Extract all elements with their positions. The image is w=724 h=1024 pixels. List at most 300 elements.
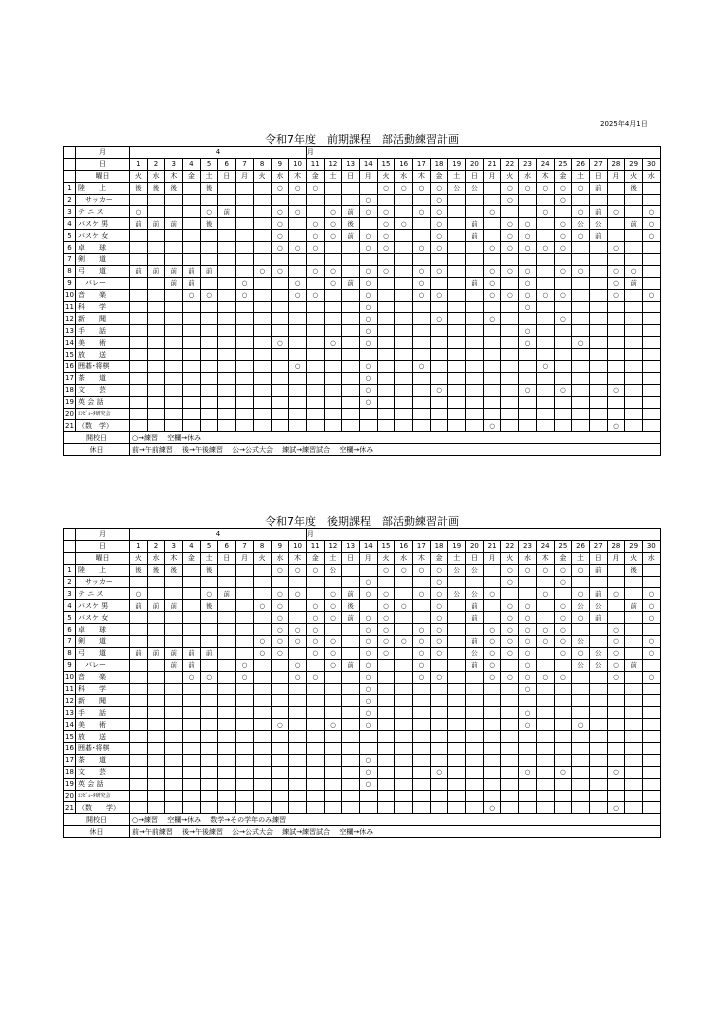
schedule-cell xyxy=(253,396,271,408)
schedule-cell: ○ xyxy=(483,624,501,636)
schedule-cell xyxy=(324,349,342,361)
schedule-cell: ○ xyxy=(519,624,537,636)
schedule-cell: ○ xyxy=(359,277,377,289)
club-name: 文 芸 xyxy=(76,384,130,396)
schedule-cell xyxy=(466,790,484,802)
schedule-cell: ○ xyxy=(271,624,289,636)
schedule-cell xyxy=(218,396,236,408)
schedule-cell xyxy=(554,420,572,432)
schedule-cell xyxy=(253,337,271,349)
weekday-cell: 木 xyxy=(289,170,307,182)
schedule-cell: ○ xyxy=(519,265,537,277)
schedule-cell: ○ xyxy=(289,564,307,576)
club-number: 19 xyxy=(65,398,74,407)
month-suffix: 月 xyxy=(306,147,660,159)
schedule-cell xyxy=(430,349,448,361)
weekday-cell: 水 xyxy=(271,552,289,564)
schedule-cell xyxy=(130,707,148,719)
schedule-cell: 前 xyxy=(165,600,183,612)
weekday-cell: 日 xyxy=(466,552,484,564)
schedule-cell xyxy=(536,731,554,743)
schedule-cell xyxy=(519,313,537,325)
schedule-cell xyxy=(395,754,413,766)
club-row xyxy=(64,206,661,218)
schedule-cell xyxy=(236,420,254,432)
schedule-cell xyxy=(253,564,271,576)
weekday-cell: 金 xyxy=(554,170,572,182)
schedule-cell xyxy=(395,301,413,313)
weekday-cell: 金 xyxy=(430,552,448,564)
schedule-cell: ○ xyxy=(359,612,377,624)
schedule-cell xyxy=(589,372,607,384)
schedule-cell xyxy=(554,790,572,802)
club-row xyxy=(64,182,661,194)
schedule-cell: ○ xyxy=(536,242,554,254)
schedule-cell: ○ xyxy=(413,361,431,373)
schedule-cell: ○ xyxy=(377,636,395,648)
schedule-cell xyxy=(342,731,360,743)
schedule-cell xyxy=(501,659,519,671)
day-number: 24 xyxy=(536,158,554,170)
schedule-cell xyxy=(289,384,307,396)
schedule-cell xyxy=(183,254,201,266)
schedule-cell xyxy=(554,206,572,218)
schedule-cell xyxy=(218,659,236,671)
schedule-cell xyxy=(289,420,307,432)
schedule-cell xyxy=(589,683,607,695)
schedule-cell xyxy=(271,313,289,325)
schedule-cell xyxy=(147,372,165,384)
weekday-cell: 土 xyxy=(200,552,218,564)
schedule-cell xyxy=(183,600,201,612)
schedule-cell xyxy=(130,230,148,242)
schedule-cell xyxy=(130,349,148,361)
schedule-cell xyxy=(589,349,607,361)
schedule-cell xyxy=(377,349,395,361)
schedule-cell xyxy=(448,802,466,814)
schedule-cell: ○ xyxy=(519,612,537,624)
schedule-cell xyxy=(271,254,289,266)
schedule-cell xyxy=(501,695,519,707)
schedule-cell: ○ xyxy=(519,647,537,659)
club-name: 陸 上 xyxy=(76,182,130,194)
schedule-cell xyxy=(483,707,501,719)
weekday-cell: 土 xyxy=(448,552,466,564)
schedule-cell xyxy=(519,743,537,755)
schedule-cell xyxy=(413,408,431,420)
schedule-cell xyxy=(306,277,324,289)
club-number: 17 xyxy=(65,374,74,383)
schedule-cell xyxy=(359,564,377,576)
day-number: 10 xyxy=(289,158,307,170)
schedule-cell xyxy=(200,361,218,373)
schedule-cell xyxy=(324,194,342,206)
schedule-cell xyxy=(589,743,607,755)
schedule-cell xyxy=(413,218,431,230)
schedule-cell xyxy=(395,206,413,218)
schedule-cell xyxy=(501,420,519,432)
schedule-cell xyxy=(572,349,590,361)
schedule-cell xyxy=(147,624,165,636)
schedule-cell xyxy=(289,194,307,206)
schedule-cell xyxy=(554,707,572,719)
schedule-cell: ○ xyxy=(430,265,448,277)
schedule-cell xyxy=(448,743,466,755)
club-row xyxy=(64,242,661,254)
schedule-cell xyxy=(183,636,201,648)
club-name: 卓 球 xyxy=(76,242,130,254)
schedule-cell xyxy=(342,420,360,432)
club-number: 18 xyxy=(65,386,74,395)
club-number: 6 xyxy=(64,242,76,254)
schedule-cell: 前 xyxy=(589,206,607,218)
schedule-cell: ○ xyxy=(359,636,377,648)
schedule-cell xyxy=(519,754,537,766)
schedule-cell xyxy=(554,325,572,337)
schedule-cell: 公 xyxy=(572,659,590,671)
schedule-cell: ○ xyxy=(359,766,377,778)
schedule-cell: ○ xyxy=(430,384,448,396)
schedule-cell xyxy=(448,683,466,695)
schedule-cell xyxy=(342,683,360,695)
schedule-cell xyxy=(501,372,519,384)
schedule-cell xyxy=(289,707,307,719)
weekday-cell: 水 xyxy=(147,552,165,564)
schedule-cell xyxy=(200,778,218,790)
day-number: 30 xyxy=(642,158,660,170)
schedule-cell xyxy=(200,194,218,206)
schedule-cell xyxy=(413,754,431,766)
schedule-cell xyxy=(324,802,342,814)
schedule-cell xyxy=(236,624,254,636)
schedule-cell: ○ xyxy=(536,289,554,301)
club-number: 21 xyxy=(65,421,74,430)
weekday-cell: 水 xyxy=(519,170,537,182)
schedule-cell: 後 xyxy=(625,182,643,194)
schedule-cell xyxy=(554,408,572,420)
schedule-cell xyxy=(607,313,625,325)
schedule-cell xyxy=(589,754,607,766)
club-row xyxy=(64,636,661,648)
schedule-cell xyxy=(395,719,413,731)
schedule-cell xyxy=(413,325,431,337)
schedule-cell xyxy=(130,396,148,408)
weekday-cell: 水 xyxy=(642,170,660,182)
club-number: 1 xyxy=(64,182,76,194)
schedule-cell xyxy=(324,396,342,408)
schedule-cell xyxy=(625,636,643,648)
schedule-cell xyxy=(165,671,183,683)
schedule-cell xyxy=(483,384,501,396)
schedule-cell xyxy=(395,647,413,659)
schedule-cell: ○ xyxy=(501,194,519,206)
schedule-cell xyxy=(536,743,554,755)
schedule-cell xyxy=(483,254,501,266)
schedule-cell xyxy=(218,289,236,301)
day-number: 18 xyxy=(430,540,448,552)
schedule-cell: ○ xyxy=(377,230,395,242)
schedule-cell xyxy=(342,265,360,277)
month-suffix: 月 xyxy=(306,529,660,541)
club-name: バレー xyxy=(76,659,130,671)
schedule-cell xyxy=(342,636,360,648)
schedule-cell xyxy=(554,754,572,766)
schedule-cell: ○ xyxy=(306,218,324,230)
schedule-cell: 前 xyxy=(130,265,148,277)
schedule-cell xyxy=(536,420,554,432)
schedule-cell: ○ xyxy=(359,301,377,313)
schedule-cell xyxy=(253,420,271,432)
schedule-cell: ○ xyxy=(271,636,289,648)
schedule-cell: 前 xyxy=(589,564,607,576)
schedule-cell xyxy=(448,659,466,671)
weekday-cell: 木 xyxy=(289,552,307,564)
schedule-cell xyxy=(165,337,183,349)
schedule-cell: ○ xyxy=(413,277,431,289)
weekday-cell: 月 xyxy=(607,170,625,182)
schedule-cell xyxy=(165,396,183,408)
schedule-cell: ○ xyxy=(642,230,660,242)
schedule-cell xyxy=(536,301,554,313)
schedule-cell xyxy=(642,695,660,707)
schedule-cell: 公 xyxy=(466,564,484,576)
schedule-cell xyxy=(130,420,148,432)
holiday-note: 前→午前練習 後→午後練習 公→公式大会 練試→練習試合 空欄→休み xyxy=(130,826,661,838)
day-number: 15 xyxy=(377,158,395,170)
schedule-cell xyxy=(642,624,660,636)
schedule-cell xyxy=(147,361,165,373)
schedule-cell xyxy=(519,408,537,420)
schedule-cell xyxy=(200,683,218,695)
schedule-cell xyxy=(572,754,590,766)
schedule-cell: ○ xyxy=(554,636,572,648)
schedule-cell xyxy=(165,301,183,313)
schedule-cell xyxy=(165,588,183,600)
schedule-cell xyxy=(642,194,660,206)
schedule-cell xyxy=(483,194,501,206)
schedule-cell xyxy=(306,743,324,755)
schedule-cell xyxy=(466,265,484,277)
schedule-cell: 後 xyxy=(342,218,360,230)
schedule-cell: ○ xyxy=(395,636,413,648)
schedule-cell: ○ xyxy=(501,182,519,194)
schedule-cell: ○ xyxy=(306,265,324,277)
schedule-cell xyxy=(536,384,554,396)
schedule-cell xyxy=(466,743,484,755)
schedule-cell xyxy=(130,624,148,636)
schedule-cell xyxy=(236,194,254,206)
weekday-cell: 水 xyxy=(147,170,165,182)
schedule-cell xyxy=(413,301,431,313)
schedule-cell xyxy=(253,719,271,731)
weekday-cell: 木 xyxy=(536,552,554,564)
schedule-cell xyxy=(147,790,165,802)
schedule-cell: ○ xyxy=(554,182,572,194)
schedule-cell xyxy=(377,372,395,384)
schedule-cell: 後 xyxy=(200,564,218,576)
club-row xyxy=(64,600,661,612)
schedule-cell xyxy=(483,396,501,408)
weekday-cell: 土 xyxy=(448,170,466,182)
day-number: 16 xyxy=(395,540,413,552)
schedule-cell xyxy=(625,420,643,432)
weekday-cell: 土 xyxy=(572,552,590,564)
schedule-cell xyxy=(607,349,625,361)
schedule-cell xyxy=(572,242,590,254)
schedule-cell xyxy=(147,408,165,420)
schedule-cell: ○ xyxy=(359,337,377,349)
schedule-cell xyxy=(625,790,643,802)
schedule-cell xyxy=(466,754,484,766)
schedule-cell xyxy=(165,289,183,301)
schedule-cell xyxy=(607,361,625,373)
schedule-cell: ○ xyxy=(572,265,590,277)
schedule-cell xyxy=(572,766,590,778)
schedule-cell xyxy=(147,313,165,325)
schedule-cell xyxy=(554,349,572,361)
schedule-cell xyxy=(589,289,607,301)
schedule-cell xyxy=(165,743,183,755)
schedule-cell xyxy=(607,396,625,408)
schedule-cell xyxy=(554,719,572,731)
schedule-cell xyxy=(200,384,218,396)
schedule-cell xyxy=(642,766,660,778)
schedule-cell xyxy=(572,707,590,719)
schedule-cell xyxy=(183,384,201,396)
schedule-cell xyxy=(642,242,660,254)
schedule-cell xyxy=(324,182,342,194)
schedule-cell xyxy=(342,194,360,206)
schedule-cell: ○ xyxy=(519,766,537,778)
schedule-cell xyxy=(130,242,148,254)
schedule-cell xyxy=(289,408,307,420)
schedule-cell xyxy=(359,743,377,755)
schedule-cell: 前 xyxy=(183,659,201,671)
schedule-cell: 前 xyxy=(200,265,218,277)
schedule-cell xyxy=(306,707,324,719)
schedule-cell xyxy=(289,790,307,802)
schedule-cell xyxy=(271,790,289,802)
schedule-cell xyxy=(183,588,201,600)
schedule-cell: ○ xyxy=(289,242,307,254)
schedule-cell: 前 xyxy=(589,182,607,194)
schedule-cell: ○ xyxy=(519,337,537,349)
schedule-cell xyxy=(306,802,324,814)
schedule-cell xyxy=(642,408,660,420)
schedule-cell: ○ xyxy=(306,636,324,648)
schedule-cell xyxy=(448,313,466,325)
schedule-cell: ○ xyxy=(519,683,537,695)
schedule-cell: ○ xyxy=(377,265,395,277)
schedule-cell xyxy=(625,588,643,600)
schedule-cell xyxy=(183,313,201,325)
schedule-cell xyxy=(483,778,501,790)
club-row xyxy=(64,671,661,683)
club-number: 16 xyxy=(65,362,74,371)
schedule-cell xyxy=(253,361,271,373)
schedule-cell: ○ xyxy=(359,707,377,719)
open-day-label: 開校日 xyxy=(64,432,130,444)
schedule-cell: ○ xyxy=(395,564,413,576)
schedule-cell xyxy=(519,396,537,408)
weekday-cell: 火 xyxy=(625,170,643,182)
schedule-cell xyxy=(466,313,484,325)
schedule-cell xyxy=(236,206,254,218)
schedule-cell: ○ xyxy=(359,647,377,659)
schedule-cell: ○ xyxy=(306,647,324,659)
weekday-cell: 金 xyxy=(306,552,324,564)
schedule-cell xyxy=(183,372,201,384)
club-number: 2 xyxy=(64,576,76,588)
schedule-cell xyxy=(642,743,660,755)
club-name: （数 学） xyxy=(76,802,130,814)
club-number: 3 xyxy=(64,206,76,218)
schedule-cell xyxy=(572,802,590,814)
schedule-cell xyxy=(359,182,377,194)
schedule-cell: ○ xyxy=(359,624,377,636)
schedule-cell: ○ xyxy=(501,600,519,612)
schedule-cell xyxy=(324,624,342,636)
schedule-cell: ○ xyxy=(430,588,448,600)
schedule-cell xyxy=(377,313,395,325)
schedule-cell: 後 xyxy=(165,564,183,576)
schedule-cell: ○ xyxy=(642,647,660,659)
schedule-cell xyxy=(572,624,590,636)
schedule-cell: ○ xyxy=(501,624,519,636)
schedule-cell: ○ xyxy=(253,600,271,612)
schedule-cell: ○ xyxy=(289,277,307,289)
schedule-cell xyxy=(395,396,413,408)
schedule-cell xyxy=(236,349,254,361)
schedule-cell xyxy=(466,671,484,683)
schedule-cell: ○ xyxy=(554,384,572,396)
schedule-cell: ○ xyxy=(519,325,537,337)
club-number: 21 xyxy=(65,803,74,812)
schedule-cell xyxy=(253,790,271,802)
schedule-cell: ○ xyxy=(324,612,342,624)
schedule-cell: ○ xyxy=(554,766,572,778)
schedule-cell xyxy=(147,719,165,731)
schedule-cell xyxy=(147,289,165,301)
club-number: 15 xyxy=(65,732,74,741)
schedule-cell xyxy=(165,230,183,242)
schedule-cell: ○ xyxy=(642,289,660,301)
club-row xyxy=(64,218,661,230)
club-number: 20 xyxy=(65,410,74,419)
schedule-cell xyxy=(253,254,271,266)
schedule-cell: ○ xyxy=(359,313,377,325)
schedule-cell: ○ xyxy=(607,624,625,636)
schedule-cell: 前 xyxy=(165,218,183,230)
schedule-cell: ○ xyxy=(200,206,218,218)
schedule-cell xyxy=(271,301,289,313)
schedule-cell: 前 xyxy=(342,230,360,242)
schedule-cell xyxy=(448,624,466,636)
schedule-cell xyxy=(377,790,395,802)
schedule-cell xyxy=(607,337,625,349)
schedule-cell xyxy=(271,576,289,588)
schedule-cell xyxy=(218,361,236,373)
schedule-cell xyxy=(430,790,448,802)
club-row xyxy=(64,230,661,242)
schedule-cell: ○ xyxy=(536,206,554,218)
schedule-cell xyxy=(607,301,625,313)
schedule-cell: ○ xyxy=(395,182,413,194)
weekday-cell: 月 xyxy=(483,552,501,564)
schedule-cell xyxy=(324,372,342,384)
club-name: バスケ 男 xyxy=(76,218,130,230)
schedule-cell: ○ xyxy=(430,600,448,612)
